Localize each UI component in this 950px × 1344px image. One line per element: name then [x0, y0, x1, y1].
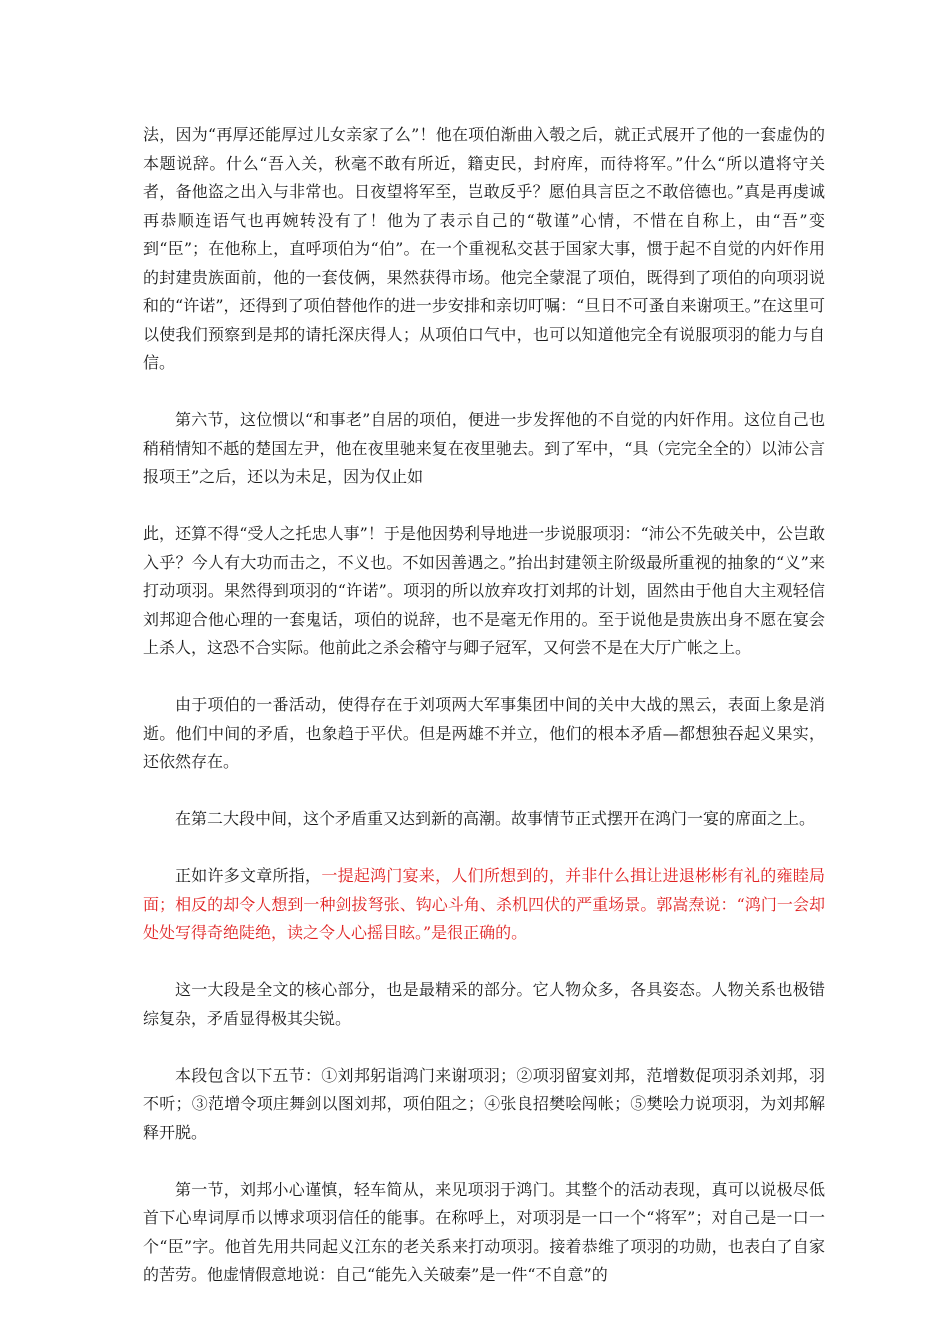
paragraph-text: 由于项伯的一番活动，使得存在于刘项两大军事集团中间的关中大战的黑云，表面上象是消逝。他们中间的矛盾，也象趋于平伏。但是两雄不并立，他们的根本矛盾—都想独吞起义果实，还依然存在。: [143, 695, 825, 771]
paragraph-8: [143, 1062, 825, 1148]
paragraph-2: [143, 406, 825, 492]
paragraph-4: [143, 691, 825, 777]
paragraph-5: [143, 805, 825, 834]
document-body: [143, 121, 825, 1318]
paragraph-7: [143, 976, 825, 1033]
paragraph-text: 本段包含以下五节：①刘邦躬诣鸿门来谢项羽；②项羽留宴刘邦，范增数促项羽杀刘邦，羽不听；③范增令项庄舞剑以图刘邦，项伯阻之；④张良招樊哙闯帐；⑤樊哙力说项羽，为刘邦解释开脱。: [143, 1065, 825, 1142]
paragraph-text: 此，还算不得“受人之托忠人事”！于是他因势利导地进一步说服项羽：“沛公不先破关中，公岂敢入乎？今人有大功而击之，不义也。不如因善遇之。”抬出封建领主阶级最所重视的抽象的“义”来打动项羽。果然得到项羽的“许诺”。项羽的所以放弃攻打刘邦的计划，固然由于他自大主观轻信刘邦迎合他心理的一套鬼话，项伯的说辞，也不是毫无作用的。至于说他是贵族出身不愿在宴会上杀人，这恐不合实际。他前此之杀会稽守与卿子冠军，又何尝不是在大厅广帐之上。: [143, 524, 825, 657]
paragraph-9: [143, 1176, 825, 1290]
paragraph-3: [143, 520, 825, 663]
paragraph-text: 第一节，刘邦小心谨慎，轻车简从，来见项羽于鸿门。其整个的活动表现，真可以说极尽低首下心卑词厚币以博求项羽信任的能事。在称呼上，对项羽是一口一个“将军”；对自己是一口一个“臣”字。他首先用共同起义江东的老关系来打动项羽。接着恭维了项羽的功勋，也表白了自家的苦劳。他虚情假意地说：自己“能先入关破秦”是一件“不自意”的: [143, 1179, 825, 1284]
paragraph-text: 法，因为“再厚还能厚过儿女亲家了么”！他在项伯渐曲入彀之后，就正式展开了他的一套虚伪的本题说辞。什么“吾入关，秋毫不敢有所近，籍吏民，封府库，而待将军。”什么“所以遣将守关者，备他盗之出入与非常也。日夜望将军至，岂敢反乎？愿伯具言臣之不敢倍德也。”真是再虔诚再恭顺连语气也再婉转没有了！他为了表示自己的“敬谨”心情，不惜在自称上，由“吾”变到“臣”；在他称上，直呼项伯为“伯”。在一个重视私交甚于国家大事，惯于起不自觉的内奸作用的封建贵族面前，他的一套伎俩，果然获得市场。他完全蒙混了项伯，既得到了项伯的向项羽说和的“许诺”，还得到了项伯替他作的进一步安排和亲切叮嘱：“旦日不可蚤自来谢项王。”在这里可以使我们预察到是邦的请托深庆得人；从项伯口气中，也可以知道他完全有说服项羽的能力与自信。: [143, 125, 825, 372]
paragraph-text: 这一大段是全文的核心部分，也是最精采的部分。它人物众多，各具姿态。人物关系也极错综复杂，矛盾显得极其尖锐。: [143, 980, 825, 1028]
highlighted-quote: 一提起鸿门宴来，人们所想到的，并非什么揖让进退彬彬有礼的雍睦局面；相反的却令人想到一种剑拔弩张、钩心斗角、杀机四伏的严重场景。郭嵩焘说：“鸿门一会却处处写得奇绝陡绝，读之令人心摇目眩。”是很正确的。: [143, 866, 825, 942]
paragraph-1: [143, 121, 825, 378]
paragraph-text: 第六节，这位惯以“和事老”自居的项伯，便进一步发挥他的不自觉的内奸作用。这位自己也稍稍情知不赿的楚国左尹，他在夜里驰来复在夜里驰去。到了军中，“具（完完全全的）以沛公言报项王”之后，还以为未足，因为仅止如: [143, 410, 825, 486]
paragraph-text: 在第二大段中间，这个矛盾重又达到新的高潮。故事情节正式摆开在鸿门一宴的席面之上。: [175, 809, 816, 828]
paragraph-6: [143, 862, 825, 948]
paragraph-text: 正如许多文章所指，: [175, 866, 322, 885]
